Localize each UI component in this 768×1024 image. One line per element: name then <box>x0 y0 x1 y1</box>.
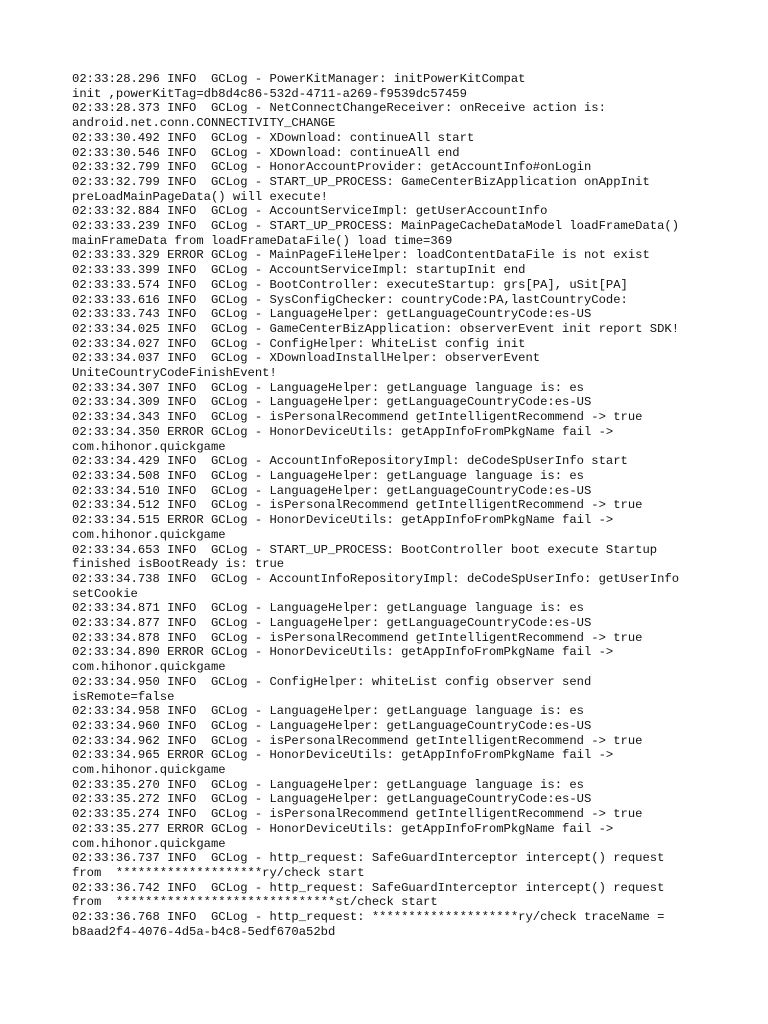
log-line-24: 02:33:34.343 INFO GCLog - isPersonalRecommend getIntelligentRecommend -> true <box>72 410 643 425</box>
log-line-48: com.hihonor.quickgame <box>72 763 226 778</box>
log-line-7: 02:33:32.799 INFO GCLog - HonorAccountProvider: getAccountInfo#onLogin <box>72 160 592 175</box>
log-line-47: 02:33:34.965 ERROR GCLog - HonorDeviceUtils: getAppInfoFromPkgName fail -> <box>72 748 614 763</box>
log-line-6: 02:33:30.546 INFO GCLog - XDownload: continueAll end <box>72 145 460 160</box>
log-line-29: 02:33:34.510 INFO GCLog - LanguageHelper: getLanguageCountryCode:es-US <box>72 483 592 498</box>
log-line-40: 02:33:34.890 ERROR GCLog - HonorDeviceUtils: getAppInfoFromPkgName fail -> <box>72 645 614 660</box>
log-line-10: 02:33:32.884 INFO GCLog - AccountServiceImpl: getUserAccountInfo <box>72 204 548 219</box>
log-line-39: 02:33:34.878 INFO GCLog - isPersonalRecommend getIntelligentRecommend -> true <box>72 630 643 645</box>
log-line-41: com.hihonor.quickgame <box>72 660 226 675</box>
log-line-35: 02:33:34.738 INFO GCLog - AccountInfoRepositoryImpl: deCodeSpUserInfo: getUserInfo <box>72 571 680 586</box>
log-line-57: from ******************************st/check start <box>72 895 438 910</box>
log-line-31: 02:33:34.515 ERROR GCLog - HonorDeviceUtils: getAppInfoFromPkgName fail -> <box>72 513 614 528</box>
log-line-46: 02:33:34.962 INFO GCLog - isPersonalRecommend getIntelligentRecommend -> true <box>72 733 643 748</box>
log-line-21: UniteCountryCodeFinishEvent! <box>72 366 277 381</box>
log-line-45: 02:33:34.960 INFO GCLog - LanguageHelper: getLanguageCountryCode:es-US <box>72 718 592 733</box>
log-line-34: finished isBootReady is: true <box>72 557 285 572</box>
log-line-8: 02:33:32.799 INFO GCLog - START_UP_PROCESS: GameCenterBizApplication onAppInit <box>72 174 650 189</box>
log-line-55: from ********************ry/check start <box>72 865 365 880</box>
log-line-56: 02:33:36.742 INFO GCLog - http_request: SafeGuardInterceptor intercept() request <box>72 880 665 895</box>
log-line-4: android.net.conn.CONNECTIVITY_CHANGE <box>72 116 336 131</box>
log-line-53: com.hihonor.quickgame <box>72 836 226 851</box>
log-line-51: 02:33:35.274 INFO GCLog - isPersonalRecommend getIntelligentRecommend -> true <box>72 807 643 822</box>
log-line-44: 02:33:34.958 INFO GCLog - LanguageHelper: getLanguage language is: es <box>72 704 584 719</box>
log-line-52: 02:33:35.277 ERROR GCLog - HonorDeviceUtils: getAppInfoFromPkgName fail -> <box>72 821 614 836</box>
log-line-30: 02:33:34.512 INFO GCLog - isPersonalRecommend getIntelligentRecommend -> true <box>72 498 643 513</box>
log-line-25: 02:33:34.350 ERROR GCLog - HonorDeviceUtils: getAppInfoFromPkgName fail -> <box>72 424 614 439</box>
log-line-54: 02:33:36.737 INFO GCLog - http_request: SafeGuardInterceptor intercept() request <box>72 851 665 866</box>
log-line-33: 02:33:34.653 INFO GCLog - START_UP_PROCESS: BootController boot execute Startup <box>72 542 658 557</box>
log-line-15: 02:33:33.574 INFO GCLog - BootController: executeStartup: grs[PA], uSit[PA] <box>72 277 628 292</box>
log-line-23: 02:33:34.309 INFO GCLog - LanguageHelper: getLanguageCountryCode:es-US <box>72 395 592 410</box>
log-line-32: com.hihonor.quickgame <box>72 527 226 542</box>
log-line-11: 02:33:33.239 INFO GCLog - START_UP_PROCESS: MainPageCacheDataModel loadFrameData() <box>72 219 680 234</box>
log-line-17: 02:33:33.743 INFO GCLog - LanguageHelper: getLanguageCountryCode:es-US <box>72 307 592 322</box>
log-line-5: 02:33:30.492 INFO GCLog - XDownload: continueAll start <box>72 130 475 145</box>
log-line-22: 02:33:34.307 INFO GCLog - LanguageHelper: getLanguage language is: es <box>72 380 584 395</box>
log-line-50: 02:33:35.272 INFO GCLog - LanguageHelper: getLanguageCountryCode:es-US <box>72 792 592 807</box>
log-line-1: 02:33:28.296 INFO GCLog - PowerKitManager: initPowerKitCompat <box>72 72 526 86</box>
log-line-59: b8aad2f4-4076-4d5a-b4c8-5edf670a52bd <box>72 924 336 939</box>
log-line-38: 02:33:34.877 INFO GCLog - LanguageHelper: getLanguageCountryCode:es-US <box>72 616 592 631</box>
log-line-16: 02:33:33.616 INFO GCLog - SysConfigChecker: countryCode:PA,lastCountryCode: <box>72 292 628 307</box>
log-line-13: 02:33:33.329 ERROR GCLog - MainPageFileHelper: loadContentDataFile is not exist <box>72 248 650 263</box>
log-line-20: 02:33:34.037 INFO GCLog - XDownloadInstallHelper: observerEvent <box>72 351 541 366</box>
log-line-9: preLoadMainPageData() will execute! <box>72 189 328 204</box>
log-line-12: mainFrameData from loadFrameDataFile() load time=369 <box>72 233 453 248</box>
log-line-14: 02:33:33.399 INFO GCLog - AccountServiceImpl: startupInit end <box>72 263 526 278</box>
log-line-42: 02:33:34.950 INFO GCLog - ConfigHelper: whiteList config observer send <box>72 674 592 689</box>
log-line-28: 02:33:34.508 INFO GCLog - LanguageHelper: getLanguage language is: es <box>72 468 584 483</box>
log-line-27: 02:33:34.429 INFO GCLog - AccountInfoRepositoryImpl: deCodeSpUserInfo start <box>72 454 628 469</box>
log-line-19: 02:33:34.027 INFO GCLog - ConfigHelper: WhiteList config init <box>72 336 526 351</box>
log-line-36: setCookie <box>72 586 138 601</box>
log-line-18: 02:33:34.025 INFO GCLog - GameCenterBizApplication: observerEvent init report SDK! <box>72 321 680 336</box>
log-line-37: 02:33:34.871 INFO GCLog - LanguageHelper: getLanguage language is: es <box>72 601 584 616</box>
log-line-3: 02:33:28.373 INFO GCLog - NetConnectChangeReceiver: onReceive action is: <box>72 101 606 116</box>
log-line-26: com.hihonor.quickgame <box>72 439 226 454</box>
log-line-49: 02:33:35.270 INFO GCLog - LanguageHelper: getLanguage language is: es <box>72 777 584 792</box>
log-line-2: init ,powerKitTag=db8d4c86-532d-4711-a269-f9539dc57459 <box>72 86 467 101</box>
log-line-43: isRemote=false <box>72 689 175 704</box>
log-document <box>72 72 732 939</box>
log-line-58: 02:33:36.768 INFO GCLog - http_request: ********************ry/check traceName = <box>72 910 665 925</box>
